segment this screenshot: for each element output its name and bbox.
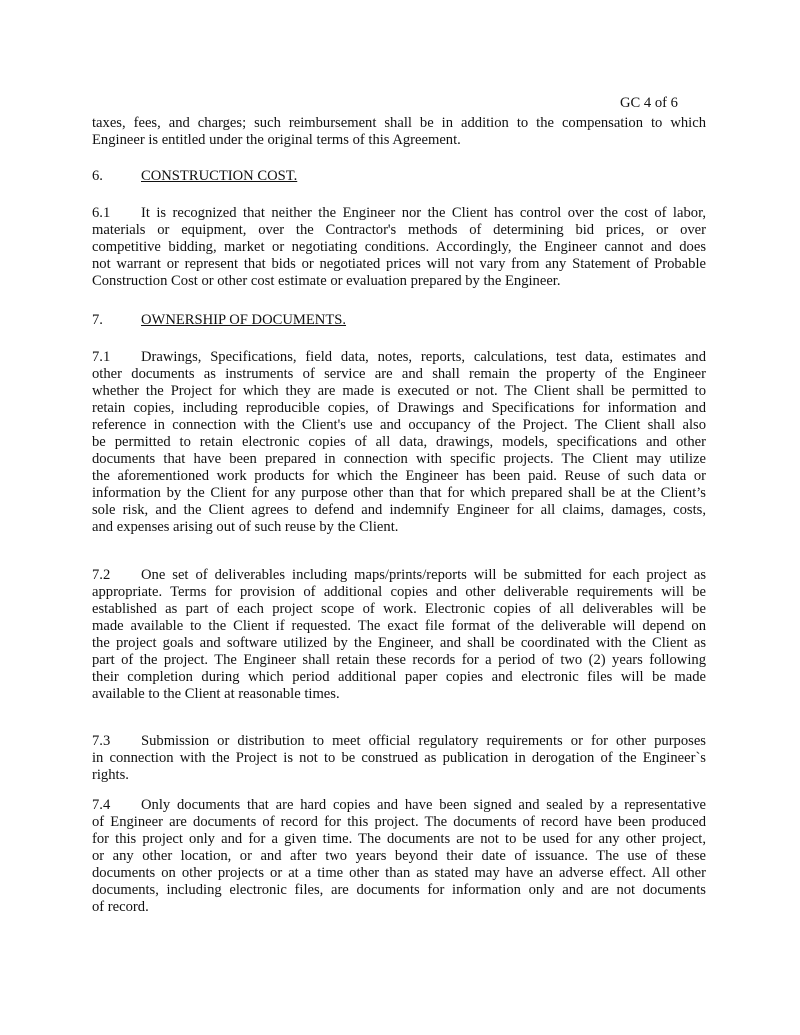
section-number: 7. xyxy=(92,312,103,328)
paragraph-line: or any other location, or and after two years beyond their date of issuance. The use of these xyxy=(92,848,706,864)
paragraph-line: Engineer is entitled under the original terms of this Agreement. xyxy=(92,132,461,148)
paragraph-line: documents on other projects or at a time other than as stated may have an adverse effect. All other xyxy=(92,865,706,881)
paragraph-line: documents that have been prepared in connection with specific projects. The Client may utilize xyxy=(92,451,706,467)
paragraph-line: in connection with the Project is not to be construed as publication in derogation of the Engineer`s xyxy=(92,750,706,766)
paragraph-line xyxy=(92,733,706,750)
paragraph-line: taxes, fees, and charges; such reimbursement shall be in addition to the compensation to which xyxy=(92,115,706,131)
paragraph-7-3 xyxy=(92,733,706,784)
paragraph-line: not warrant or represent that bids or negotiated prices will not vary from any Statement of Probable xyxy=(92,256,706,272)
paragraph-line: established as part of each project scope of work. Electronic copies of all deliverables will be xyxy=(92,601,706,617)
paragraph-number: 7.2 xyxy=(92,567,111,583)
paragraph-line xyxy=(92,205,706,222)
paragraph-text: Drawings, Specifications, field data, notes, reports, calculations, test data, estimates and xyxy=(141,349,706,365)
paragraph-line: reference in connection with the Client's use and occupancy of the Project. The Client shall also xyxy=(92,417,706,433)
paragraph-number: 6.1 xyxy=(92,205,111,221)
section-heading-6 xyxy=(92,168,706,185)
paragraph-number: 7.3 xyxy=(92,733,111,749)
paragraph-line: information by the Client for any purpose other than that for which prepared shall be at the Client’s xyxy=(92,485,706,501)
section-heading-7 xyxy=(92,312,706,329)
section-title: OWNERSHIP OF DOCUMENTS. xyxy=(141,312,347,328)
paragraph-7-2 xyxy=(92,567,706,703)
paragraph-line xyxy=(92,567,706,584)
paragraph-line: competitive bidding, market or negotiating conditions. Accordingly, the Engineer cannot and does xyxy=(92,239,706,255)
paragraph-line xyxy=(92,349,706,366)
paragraph-line: retain copies, including reproducible copies, of Drawings and Specifications for information and xyxy=(92,400,706,416)
paragraph-line: made available to the Client if requested. The exact file format of the deliverable will depend on xyxy=(92,618,706,634)
paragraph-6-1 xyxy=(92,205,706,290)
paragraph-line: for this project only and for a given time. The documents are not to be used for any other project, xyxy=(92,831,706,847)
paragraph-line: and expenses arising out of such reuse by the Client. xyxy=(92,519,399,535)
paragraph-line: whether the Project for which they are made is executed or not. The Client shall be permitted to xyxy=(92,383,706,399)
paragraph-line: appropriate. Terms for provision of additional copies and other deliverable requirements will be xyxy=(92,584,706,600)
paragraph-text: Only documents that are hard copies and have been signed and sealed by a representative xyxy=(141,797,706,813)
paragraph-line: Construction Cost or other cost estimate or evaluation prepared by the Engineer. xyxy=(92,273,561,289)
paragraph-line: documents, including electronic files, are documents for information only and are not documents xyxy=(92,882,706,898)
paragraph-line: sole risk, and the Client agrees to defend and indemnify Engineer for all claims, damages, costs, xyxy=(92,502,706,518)
paragraph-line: be permitted to retain electronic copies of all data, drawings, models, specifications and other xyxy=(92,434,706,450)
paragraph-line: of Engineer are documents of record for this project. The documents of record have been produced xyxy=(92,814,706,830)
paragraph-line: available to the Client at reasonable times. xyxy=(92,686,340,702)
section-title: CONSTRUCTION COST. xyxy=(141,168,298,184)
paragraph-line: rights. xyxy=(92,767,129,783)
page-number-header: GC 4 of 6 xyxy=(620,95,678,111)
paragraph-number: 7.4 xyxy=(92,797,111,813)
paragraph-line: the aforementioned work products for which the Engineer has been paid. Reuse of such data or xyxy=(92,468,706,484)
paragraph-line: the project goals and software utilized by the Engineer, and shall be coordinated with the Client as xyxy=(92,635,706,651)
section-number: 6. xyxy=(92,168,103,184)
paragraph-line: other documents as instruments of service are and shall remain the property of the Engineer xyxy=(92,366,706,382)
paragraph-line: of record. xyxy=(92,899,149,915)
paragraph-text: It is recognized that neither the Engineer nor the Client has control over the cost of labor, xyxy=(141,205,706,221)
paragraph-line xyxy=(92,797,706,814)
paragraph-text: One set of deliverables including maps/prints/reports will be submitted for each project as xyxy=(141,567,706,583)
paragraph-7-4 xyxy=(92,797,706,916)
paragraph-7-1 xyxy=(92,349,706,536)
paragraph-line: their completion during which period additional paper copies and electronic files will be made xyxy=(92,669,706,685)
paragraph-number: 7.1 xyxy=(92,349,111,365)
paragraph-text: Submission or distribution to meet official regulatory requirements or for other purposes xyxy=(141,733,706,749)
paragraph-line: part of the project. The Engineer shall retain these records for a period of two (2) years following xyxy=(92,652,706,668)
paragraph-line: materials or equipment, over the Contractor's methods of determining bid prices, or over xyxy=(92,222,706,238)
continuation-paragraph xyxy=(92,115,706,149)
